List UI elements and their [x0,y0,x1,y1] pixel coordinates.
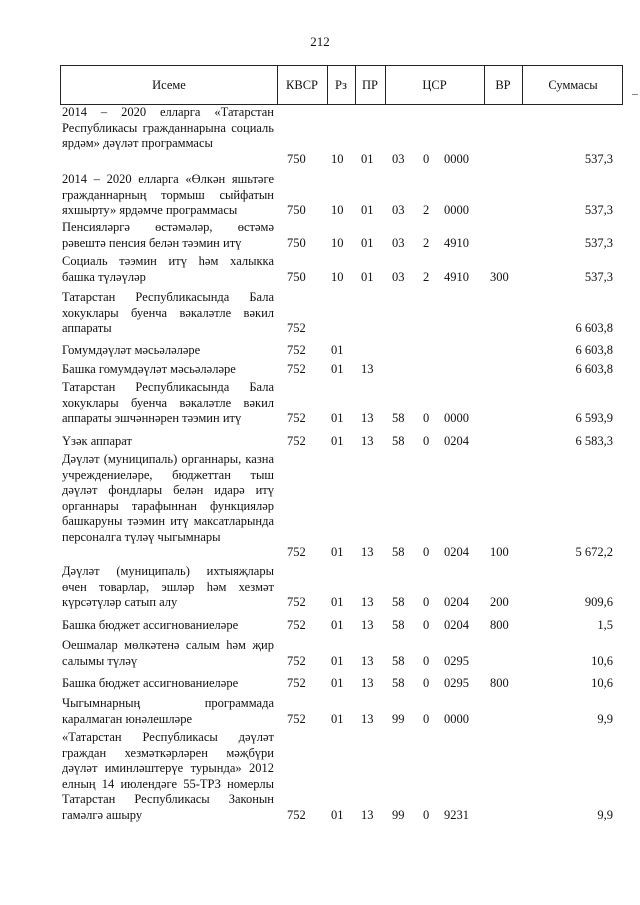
row-name: Үзәк аппарат [62,434,132,448]
pr-code: 13 [361,545,374,559]
csr-subprogram: 0 [423,151,430,166]
header-name: Исеме [152,78,186,92]
kvsr-code: 752 [287,321,306,335]
margin-mark [632,94,638,95]
pr-code: 13 [361,711,374,726]
csr-program: 03 [392,269,405,284]
kvsr-code: 752 [287,618,306,632]
kvsr-code: 752 [287,807,306,822]
csr-program: 03 [392,203,405,217]
rz-code: 01 [331,434,344,448]
vr-code: 200 [490,595,509,609]
table-row [0,343,640,359]
sum-value: 537,3 [584,203,613,217]
csr-program: 99 [392,711,405,726]
header-pr: ПР [362,78,378,92]
row-name: Дәүләт (муниципаль) ихтыяҗлары өчен товарлар, эшләр һәм хезмәт күрсәтүләр сатып алу [62,564,274,609]
table-header [60,65,623,105]
rz-code: 01 [331,807,344,822]
sum-value: 1,5 [597,618,613,632]
csr-direction: 0000 [444,151,469,166]
csr-subprogram: 0 [423,545,430,559]
csr-program: 03 [392,151,405,166]
kvsr-code: 752 [287,545,306,559]
csr-direction: 4910 [444,235,469,250]
table-row [0,696,640,727]
csr-direction: 9231 [444,807,469,822]
csr-direction: 0000 [444,711,469,726]
pr-code: 13 [361,595,374,609]
row-name: Оешмалар мөлкәтенә салым һәм җир салымы түләү [62,638,274,668]
table-row [0,290,640,337]
row-name: Чыгымнарның программада каралмаган юнәлешләре [62,696,274,726]
csr-direction: 0295 [444,653,469,668]
sum-value: 6 593,9 [575,411,613,425]
csr-program: 99 [392,807,405,822]
csr-program: 58 [392,411,405,425]
rz-code: 10 [331,269,344,284]
kvsr-code: 752 [287,711,306,726]
sum-value: 537,3 [584,151,613,166]
csr-subprogram: 0 [423,676,430,690]
pr-code: 13 [361,653,374,668]
csr-direction: 0204 [444,618,469,632]
vr-code: 300 [490,269,509,284]
row-name: «Татарстан Республикасы дәүләт граждан хезмәткәрләрен мәҗбүри дәүләт иминләштерүе турында» 2012 елның 14 июлендәге 55-ТРЗ номерлы Татарстан Республикасы Законын гамәлгә ашыру [62,730,274,822]
header-kvsr: КВСР [286,78,318,92]
table-row [0,220,640,251]
table-row [0,172,640,219]
rz-code: 01 [331,595,344,609]
pr-code: 13 [361,807,374,822]
sum-value: 909,6 [584,595,613,609]
csr-subprogram: 0 [423,595,430,609]
csr-direction: 0295 [444,676,469,690]
csr-program: 58 [392,653,405,668]
sum-value: 5 672,2 [575,545,613,559]
kvsr-code: 752 [287,411,306,425]
table-row [0,105,640,167]
csr-direction: 4910 [444,269,469,284]
table-row [0,254,640,285]
csr-program: 58 [392,595,405,609]
pr-code: 01 [361,203,374,217]
sum-value: 10,6 [591,653,613,668]
vr-code: 100 [490,545,509,559]
header-csr: ЦСР [422,78,447,92]
csr-program: 58 [392,676,405,690]
sum-value: 10,6 [591,676,613,690]
table-row [0,434,640,450]
header-vr: ВР [495,78,511,92]
csr-direction: 0000 [444,411,469,425]
csr-subprogram: 0 [423,653,430,668]
csr-subprogram: 2 [423,203,430,217]
row-name: Башка гомумдәүләт мәсьәләләре [62,362,236,376]
csr-direction: 0204 [444,545,469,559]
row-name: 2014 – 2020 елларга «Өлкән яшьтәге гражданнарның тормыш сыйфатын яхшырту» ярдәмче программасы [62,172,274,217]
sum-value: 537,3 [584,269,613,284]
csr-subprogram: 2 [423,269,430,284]
rz-code: 01 [331,676,344,690]
sum-value: 6 603,8 [575,321,613,335]
table-row [0,730,640,823]
rz-code: 01 [331,711,344,726]
pr-code: 01 [361,235,374,250]
kvsr-code: 752 [287,676,306,690]
csr-direction: 0204 [444,595,469,609]
pr-code: 01 [361,151,374,166]
csr-subprogram: 0 [423,411,430,425]
csr-direction: 0204 [444,434,469,448]
csr-program: 03 [392,235,405,250]
kvsr-code: 750 [287,151,306,166]
table-row [0,676,640,692]
row-name: Башка бюджет ассигнованиеләре [62,618,239,632]
rz-code: 10 [331,235,344,250]
row-name: Гомумдәүләт мәсьәләләре [62,343,201,357]
kvsr-code: 752 [287,343,306,357]
sum-value: 9,9 [597,711,613,726]
sum-value: 6 603,8 [575,362,613,376]
sum-value: 537,3 [584,235,613,250]
table-row [0,452,640,561]
csr-program: 58 [392,434,405,448]
kvsr-code: 750 [287,235,306,250]
sum-value: 6 583,3 [575,434,613,448]
csr-direction: 0000 [444,203,469,217]
csr-subprogram: 0 [423,807,430,822]
rz-code: 01 [331,343,344,357]
row-name: 2014 – 2020 елларга «Татарстан Республикасы гражданнарына социаль ярдәм» дәүләт программасы [62,105,274,150]
table-row [0,362,640,378]
page-number: 212 [310,34,330,49]
kvsr-code: 750 [287,203,306,217]
table-row [0,564,640,611]
table-row [0,618,640,634]
kvsr-code: 752 [287,595,306,609]
row-name: Татарстан Республикасында Бала хокуклары буенча вәкаләтле вәкил аппараты эшчәннәрен тәэмин итү [62,380,274,425]
pr-code: 13 [361,676,374,690]
csr-program: 58 [392,618,405,632]
row-name: Дәүләт (муниципаль) органнары, казна учреждениеләре, бюджеттан тыш дәүләт фондлары белән идарә итү органнары тарафыннан функцияләр башкаруны тәэмин итү максатларында персоналга түләү чыгымнары [62,452,274,544]
sum-value: 6 603,8 [575,343,613,357]
vr-code: 800 [490,676,509,690]
pr-code: 01 [361,269,374,284]
row-name: Пенсияләргә өстәмәләр, өстәмә рәвештә пенсия белән тәэмин итү [62,220,274,250]
rz-code: 01 [331,653,344,668]
pr-code: 13 [361,362,374,376]
pr-code: 13 [361,434,374,448]
csr-subprogram: 0 [423,711,430,726]
csr-subprogram: 0 [423,434,430,448]
rz-code: 01 [331,545,344,559]
kvsr-code: 752 [287,362,306,376]
csr-program: 58 [392,545,405,559]
rz-code: 01 [331,411,344,425]
row-name: Татарстан Республикасында Бала хокуклары буенча вәкаләтле вәкил аппараты [62,290,274,335]
csr-subprogram: 0 [423,618,430,632]
table-row [0,380,640,427]
header-sum: Суммасы [548,78,598,92]
table-row [0,638,640,669]
rz-code: 01 [331,618,344,632]
kvsr-code: 752 [287,653,306,668]
sum-value: 9,9 [597,807,613,822]
kvsr-code: 750 [287,269,306,284]
kvsr-code: 752 [287,434,306,448]
rz-code: 10 [331,203,344,217]
vr-code: 800 [490,618,509,632]
csr-subprogram: 2 [423,235,430,250]
pr-code: 13 [361,411,374,425]
rz-code: 01 [331,362,344,376]
pr-code: 13 [361,618,374,632]
row-name: Социаль тәэмин итү һәм халыкка башка түләүләр [62,254,274,284]
rz-code: 10 [331,151,344,166]
header-rz: Рз [335,78,347,92]
row-name: Башка бюджет ассигнованиеләре [62,676,239,690]
